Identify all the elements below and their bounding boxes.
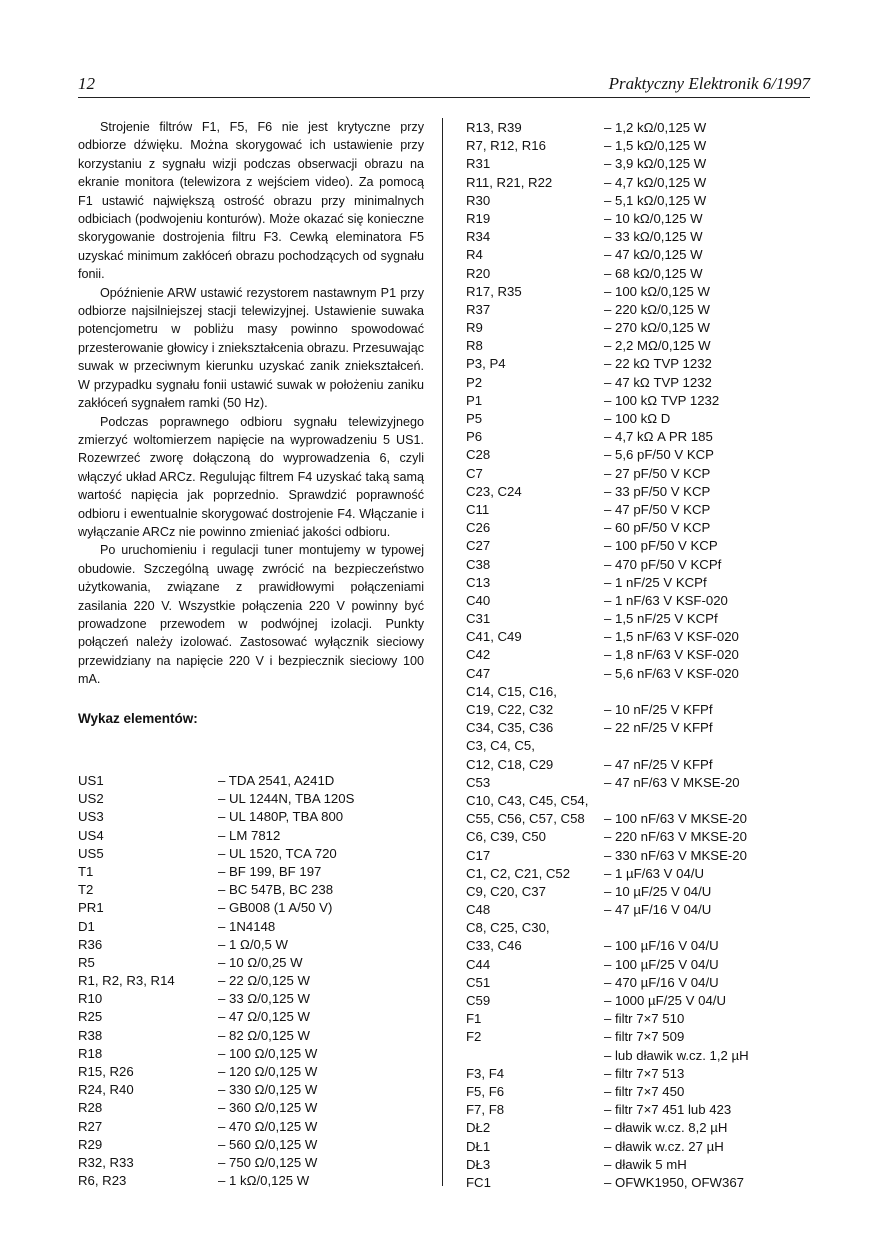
part-ref: PR1 bbox=[78, 900, 104, 916]
part-ref: P1 bbox=[466, 392, 483, 408]
part-value: – 22 kΩ TVP 1232 bbox=[604, 356, 712, 372]
part-value: – lub dławik w.cz. 1,2 µH bbox=[604, 1047, 749, 1063]
part-ref: R36 bbox=[78, 936, 103, 952]
part-value: – 100 µF/25 V 04/U bbox=[604, 956, 719, 972]
part-value: – 10 nF/25 V KFPf bbox=[604, 702, 713, 717]
part-ref: US5 bbox=[78, 845, 104, 861]
part-ref: R34 bbox=[466, 229, 491, 245]
part-value: – 220 kΩ/0,125 W bbox=[604, 301, 710, 317]
part-value: – 360 Ω/0,125 W bbox=[218, 1100, 318, 1116]
part-ref: P3, P4 bbox=[466, 356, 506, 372]
part-ref: C17 bbox=[466, 847, 491, 863]
part-value: – TDA 2541, A241D bbox=[218, 773, 335, 788]
part-ref: C1, C2, C21, C52 bbox=[466, 865, 571, 881]
part-ref: F1 bbox=[466, 1011, 482, 1027]
part-value: – 120 Ω/0,125 W bbox=[218, 1064, 318, 1079]
column-divider bbox=[442, 118, 443, 1186]
part-ref: R5 bbox=[78, 954, 95, 970]
part-ref: C11 bbox=[466, 501, 490, 517]
part-value: – 3,9 kΩ/0,125 W bbox=[604, 156, 707, 172]
part-value: – 47 µF/16 V 04/U bbox=[604, 902, 712, 918]
part-ref: R18 bbox=[78, 1045, 103, 1061]
part-ref: C13 bbox=[466, 574, 491, 590]
part-value: – 470 pF/50 V KCPf bbox=[604, 556, 722, 572]
part-value: – 100 kΩ D bbox=[604, 411, 671, 426]
part-ref: FC1 bbox=[466, 1174, 491, 1190]
part-ref: R27 bbox=[78, 1118, 103, 1134]
part-ref: R25 bbox=[78, 1009, 103, 1025]
part-ref: DŁ1 bbox=[466, 1138, 491, 1154]
part-value: – 1 Ω/0,5 W bbox=[218, 936, 288, 952]
part-ref: US2 bbox=[78, 791, 104, 807]
part-ref: T2 bbox=[78, 882, 94, 898]
part-value: – 100 kΩ TVP 1232 bbox=[604, 392, 720, 408]
part-value: – 270 kΩ/0,125 W bbox=[604, 320, 710, 336]
part-ref: C10, C43, C45, C54, bbox=[466, 792, 589, 808]
part-ref: C47 bbox=[466, 665, 491, 681]
part-ref: C51 bbox=[466, 974, 491, 990]
part-ref: C59 bbox=[466, 993, 491, 1008]
part-ref: F5, F6 bbox=[466, 1083, 505, 1099]
part-value: – 5,6 nF/63 V KSF-020 bbox=[604, 665, 739, 681]
part-ref: C9, C20, C37 bbox=[466, 883, 546, 899]
part-ref: R8 bbox=[466, 338, 483, 354]
paragraph: Po uruchomieniu i regulacji tuner montujemy w typowej obudowie. Szczególną uwagę zwrócić na bezpieczeństwo użytkowania, związane z prawidłowymi połączeniami zasilania 220 V. Wszystkie połączenia 220 V powinny być prowadzone przewodem w podwójnej izolacji. Punkty połączeń należy izolować. Zastosować wyłącznik sieciowy przewidziany na napięcie 220 V i bezpiecznik sieciowy 100 mA. bbox=[78, 543, 424, 687]
part-ref: F7, F8 bbox=[466, 1102, 505, 1118]
part-ref: C27 bbox=[466, 538, 491, 554]
part-ref: C34, C35, C36 bbox=[466, 720, 554, 736]
part-value: – 1,5 nF/25 V KCPf bbox=[604, 611, 718, 627]
part-ref: C53 bbox=[466, 774, 491, 790]
paragraph: Podczas poprawnego odbioru sygnału telewizyjnego zmierzyć woltomierzem napięcie na wyprowadzeniu 5 US1. Rozewrzeć zworę dołączoną do wyprowadzenia 6, czyli włączyć układ ARCz. Regulując filtrem F4 uzyskać taką samą wartość napięcia jak poprzednio. Sprawdzić poprawność odbioru i ewentualnie skorygować dostrojenie F4. Włączanie i wyłączanie ARCz nie powinno zmieniać jakości odbioru. bbox=[78, 414, 424, 539]
part-ref: C8, C25, C30, bbox=[466, 920, 550, 936]
part-value: – 5,6 pF/50 V KCP bbox=[604, 447, 714, 463]
part-ref: R37 bbox=[466, 301, 491, 317]
part-value: – 1,5 nF/63 V KSF-020 bbox=[604, 629, 739, 645]
part-ref: R1, R2, R3, R14 bbox=[78, 973, 175, 989]
part-value: – UL 1520, TCA 720 bbox=[218, 845, 337, 861]
part-ref: F3, F4 bbox=[466, 1065, 505, 1081]
part-ref: US4 bbox=[78, 827, 104, 843]
part-value: – 1N4148 bbox=[218, 918, 276, 934]
part-value: – UL 1244N, TBA 120S bbox=[218, 791, 355, 807]
part-ref: C44 bbox=[466, 956, 491, 972]
part-value: – 10 µF/25 V 04/U bbox=[604, 883, 712, 899]
part-ref: F2 bbox=[466, 1029, 482, 1045]
part-ref: R6, R23 bbox=[78, 1173, 127, 1189]
part-ref: R20 bbox=[466, 265, 491, 281]
part-value: – 27 pF/50 V KCP bbox=[604, 465, 711, 481]
part-ref: US3 bbox=[78, 809, 104, 825]
part-ref: R28 bbox=[78, 1100, 103, 1116]
part-ref: R7, R12, R16 bbox=[466, 138, 546, 154]
part-value: – GB008 (1 A/50 V) bbox=[218, 900, 333, 916]
parts-list-heading: Wykaz elementów: bbox=[78, 710, 198, 726]
part-value: – 47 pF/50 V KCP bbox=[604, 501, 711, 517]
part-value: – 33 kΩ/0,125 W bbox=[604, 229, 703, 245]
part-value: – UL 1480P, TBA 800 bbox=[218, 809, 344, 825]
paragraph: Opóźnienie ARW ustawić rezystorem nastawnym P1 przy odbiorze najsilniejszej stacji telewizyjnej. Ustawienie suwaka potencjometru w pobliżu masy powinno spowodować przesterowanie głowicy i zniekształcenia obrazu. Przesuwając suwak w przeciwnym kierunku uzyskać zanik zniekształceń. W przypadku sygnału fonii ustawić suwak w położeniu zaniku zakłóceń sygnałem ramki (50 Hz). bbox=[78, 285, 424, 411]
part-ref: R15, R26 bbox=[78, 1064, 134, 1079]
part-value: – 100 nF/63 V MKSE-20 bbox=[604, 811, 747, 827]
part-value: – 750 Ω/0,125 W bbox=[218, 1154, 318, 1170]
part-value: – 220 nF/63 V MKSE-20 bbox=[604, 829, 747, 845]
part-value: – dławik w.cz. 8,2 µH bbox=[604, 1120, 728, 1136]
part-value: – 1 nF/25 V KCPf bbox=[604, 574, 707, 590]
part-value: – 68 kΩ/0,125 W bbox=[604, 265, 703, 281]
part-ref: R32, R33 bbox=[78, 1154, 134, 1170]
part-ref: R9 bbox=[466, 320, 483, 336]
part-ref: C48 bbox=[466, 902, 491, 918]
part-value: – 47 kΩ/0,125 W bbox=[604, 247, 703, 263]
part-value: – 33 pF/50 V KCP bbox=[604, 483, 711, 499]
part-ref: D1 bbox=[78, 918, 95, 934]
part-value: – filtr 7×7 450 bbox=[604, 1083, 685, 1099]
part-ref: C12, C18, C29 bbox=[466, 756, 554, 772]
part-ref: C38 bbox=[466, 556, 491, 572]
part-value: – 47 Ω/0,125 W bbox=[218, 1009, 310, 1025]
part-value: – 22 Ω/0,125 W bbox=[218, 973, 310, 989]
part-value: – 100 kΩ/0,125 W bbox=[604, 283, 710, 299]
part-ref: R30 bbox=[466, 192, 491, 208]
part-ref: R24, R40 bbox=[78, 1082, 134, 1098]
part-value: – 47 nF/63 V MKSE-20 bbox=[604, 774, 740, 790]
part-value: – 4,7 kΩ/0,125 W bbox=[604, 174, 707, 190]
header-rule bbox=[78, 97, 810, 98]
part-ref: R17, R35 bbox=[466, 283, 522, 299]
part-ref: R4 bbox=[466, 247, 483, 263]
part-ref: R11, R21, R22 bbox=[466, 174, 553, 190]
part-value: – 5,1 kΩ/0,125 W bbox=[604, 192, 707, 208]
part-value: – LM 7812 bbox=[218, 827, 281, 843]
part-value: – 2,2 MΩ/0,125 W bbox=[604, 338, 711, 354]
part-value: – dławik w.cz. 27 µH bbox=[604, 1138, 724, 1154]
part-ref: C26 bbox=[466, 520, 491, 536]
part-value: – 470 Ω/0,125 W bbox=[218, 1118, 318, 1134]
part-ref: P2 bbox=[466, 374, 483, 390]
part-value: – BC 547B, BC 238 bbox=[218, 882, 334, 898]
part-value: – 33 Ω/0,125 W bbox=[218, 991, 310, 1007]
part-value: – 4,7 kΩ A PR 185 bbox=[604, 429, 713, 445]
part-value: – 1,2 kΩ/0,125 W bbox=[604, 120, 707, 135]
part-ref: C19, C22, C32 bbox=[466, 702, 554, 717]
part-ref: C14, C15, C16, bbox=[466, 683, 557, 699]
part-value: – 47 kΩ TVP 1232 bbox=[604, 374, 712, 390]
part-value: – 10 Ω/0,25 W bbox=[218, 954, 303, 970]
part-value: – 10 kΩ/0,125 W bbox=[604, 210, 703, 226]
part-value: – 330 Ω/0,125 W bbox=[218, 1082, 318, 1098]
part-value: – filtr 7×7 451 lub 423 bbox=[604, 1102, 732, 1118]
part-value: – 100 µF/16 V 04/U bbox=[604, 938, 719, 954]
part-value: – dławik 5 mH bbox=[604, 1156, 687, 1172]
part-value: – filtr 7×7 509 bbox=[604, 1029, 685, 1045]
part-ref: R13, R39 bbox=[466, 120, 522, 135]
part-value: – 100 pF/50 V KCP bbox=[604, 538, 718, 554]
part-value: – 1000 µF/25 V 04/U bbox=[604, 993, 726, 1008]
part-value: – 82 Ω/0,125 W bbox=[218, 1027, 310, 1043]
part-ref: C33, C46 bbox=[466, 938, 522, 954]
page-number: 12 bbox=[78, 74, 95, 93]
left-column bbox=[78, 118, 424, 729]
part-value: – 1,8 nF/63 V KSF-020 bbox=[604, 647, 739, 663]
part-ref: P6 bbox=[466, 429, 483, 445]
part-value: – 560 Ω/0,125 W bbox=[218, 1136, 318, 1152]
part-value: – 100 Ω/0,125 W bbox=[218, 1045, 318, 1061]
paragraph: Strojenie filtrów F1, F5, F6 nie jest krytyczne przy odbiorze dźwięku. Można skorygować ich ustawienie przy korzystaniu z sygnału wizji podczas obserwacji obrazu na ekranie monitora (telewizora z wejściem video). Za pomocą F1 ustawić największą ostrość obrazu przy minimalnych odbiciach (podwojeniu konturów). Może okazać się konieczne skorygowanie dostrojenia filtru F3. Cewką eleminatora F5 uzyskać minimum zakłóceń obrazu pochodzących od sygnału fonii. bbox=[78, 120, 424, 282]
part-value: – 22 nF/25 V KFPf bbox=[604, 720, 713, 736]
part-value: – 1 kΩ/0,125 W bbox=[218, 1173, 310, 1189]
part-value: – 1 nF/63 V KSF-020 bbox=[604, 592, 728, 608]
part-ref: R38 bbox=[78, 1027, 103, 1043]
part-ref: C23, C24 bbox=[466, 483, 522, 499]
part-value: – 1,5 kΩ/0,125 W bbox=[604, 138, 707, 154]
part-ref: C55, C56, C57, C58 bbox=[466, 811, 585, 827]
part-value: – 60 pF/50 V KCP bbox=[604, 520, 711, 536]
part-ref: T1 bbox=[78, 863, 94, 879]
part-ref: C3, C4, C5, bbox=[466, 738, 535, 754]
part-ref: R10 bbox=[78, 991, 103, 1007]
part-value: – 1 µF/63 V 04/U bbox=[604, 865, 704, 881]
part-ref: DŁ2 bbox=[466, 1120, 491, 1136]
part-value: – 330 nF/63 V MKSE-20 bbox=[604, 847, 747, 863]
part-value: – BF 199, BF 197 bbox=[218, 863, 322, 879]
part-value: – OFWK1950, OFW367 bbox=[604, 1174, 744, 1190]
publication-title: Praktyczny Elektronik 6/1997 bbox=[608, 74, 810, 93]
part-value: – 470 µF/16 V 04/U bbox=[604, 974, 719, 990]
part-ref: C41, C49 bbox=[466, 629, 522, 645]
part-ref: C6, C39, C50 bbox=[466, 829, 546, 845]
part-ref: US1 bbox=[78, 773, 104, 788]
part-ref: C42 bbox=[466, 647, 491, 663]
part-ref: C28 bbox=[466, 447, 491, 463]
part-ref: DŁ3 bbox=[466, 1156, 491, 1172]
part-ref: C7 bbox=[466, 465, 483, 481]
part-ref: R31 bbox=[466, 156, 491, 172]
part-ref: R29 bbox=[78, 1136, 103, 1152]
part-value: – filtr 7×7 510 bbox=[604, 1011, 685, 1027]
part-ref: C31 bbox=[466, 611, 491, 627]
part-ref: C40 bbox=[466, 592, 491, 608]
part-value: – 47 nF/25 V KFPf bbox=[604, 756, 713, 772]
part-ref: P5 bbox=[466, 411, 483, 426]
part-ref: R19 bbox=[466, 210, 491, 226]
part-value: – filtr 7×7 513 bbox=[604, 1065, 685, 1081]
